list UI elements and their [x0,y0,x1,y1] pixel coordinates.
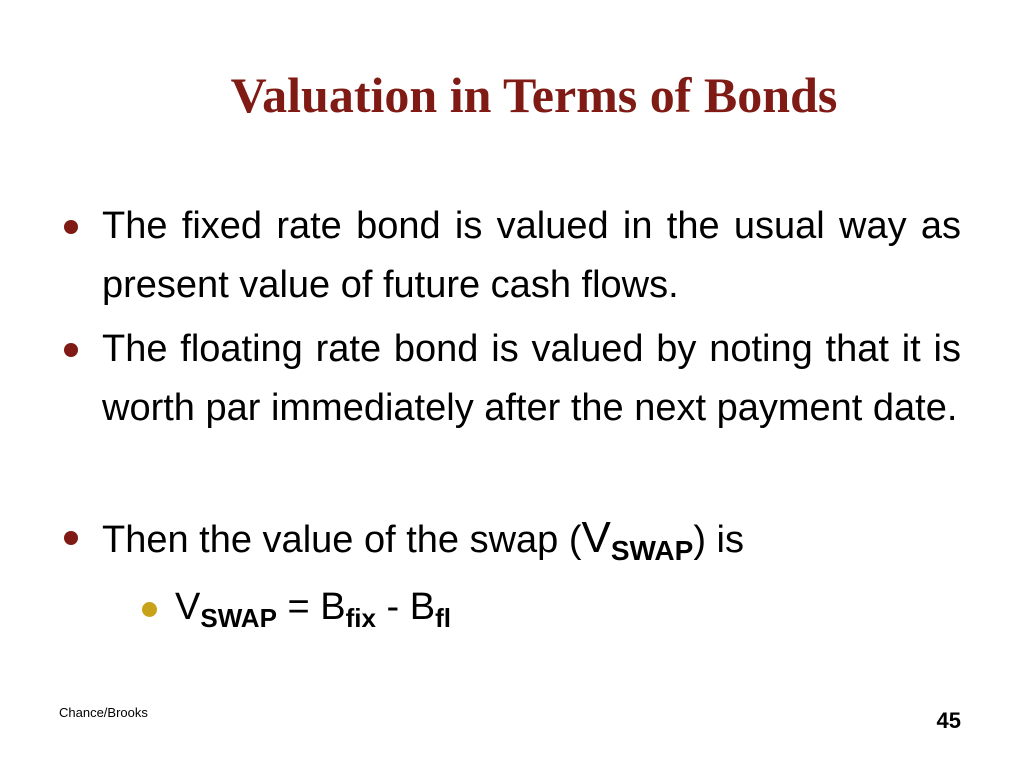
bullet-fixed-rate-bond [102,197,961,315]
formula-subbullet [175,578,451,648]
formula-minus: - B [375,586,436,628]
subbullet-dot [142,602,157,617]
formula-lhs: V [175,586,201,628]
slide-title: Valuation in Terms of Bonds [230,67,838,123]
footer-source: Chance/Brooks [59,705,148,720]
bullet-text: The fixed rate bond is valued in the usual way as present value of future cash flows. [102,205,961,306]
formula-equals: = B [276,586,346,628]
bullet-floating-rate-bond [102,320,961,438]
bullet-text: The floating rate bond is valued by noting that it is worth par immediately after the next payment date. [102,328,961,429]
swap-symbol: V [581,513,611,562]
swap-suffix: ) is [693,519,744,561]
bullet-dot [64,343,78,357]
bullet-dot [64,220,78,234]
bullet-dot [64,531,78,545]
page-number: 45 [936,708,961,733]
bullet-swap-value [102,508,961,580]
formula-fl-subscript: fl [435,603,451,633]
swap-prefix: Then the value of the swap ( [102,519,582,561]
formula-fix-subscript: fix [345,603,376,633]
formula-lhs-subscript: SWAP [200,603,277,633]
swap-subscript: SWAP [610,535,694,566]
